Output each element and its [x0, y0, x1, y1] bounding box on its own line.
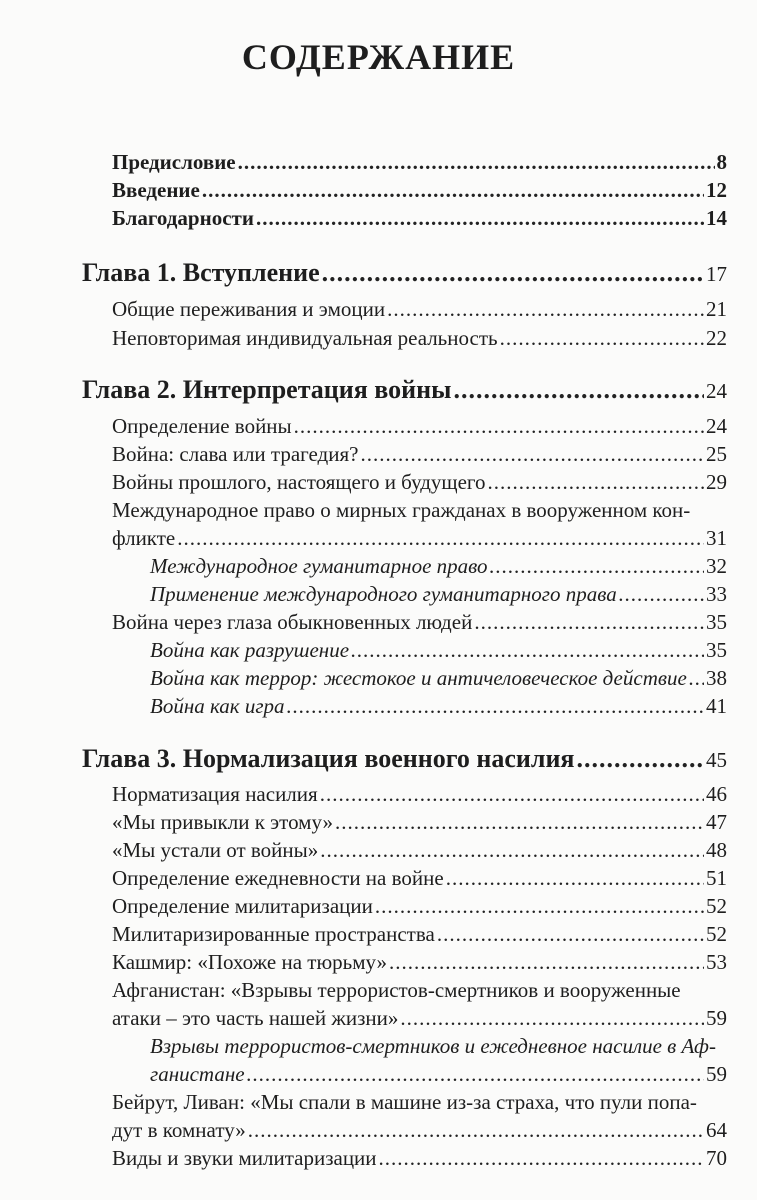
toc-entry[interactable]: [112, 866, 727, 891]
leader-dots: [500, 326, 704, 351]
leader-dots: [689, 666, 704, 691]
toc-entry-title: «Мы устали от войны»: [112, 838, 319, 862]
toc-entry-title: Виды и звуки милитаризации: [112, 1146, 377, 1170]
leader-dots: [360, 442, 704, 467]
toc-entry[interactable]: [112, 326, 727, 351]
toc-entry-page: 32: [706, 554, 727, 578]
toc-entry-page: 38: [706, 666, 727, 690]
toc-entry-title: Определение ежедневности на войне: [112, 866, 444, 890]
toc-entry-title: фликте: [112, 526, 176, 550]
toc-entry-page: 17: [706, 262, 727, 286]
toc-chapter-title: Глава 2. Интерпретация войны: [82, 375, 452, 404]
toc-entry-title: Войны прошлого, настоящего и будущего: [112, 470, 486, 494]
toc-entry-page: 45: [706, 748, 727, 772]
toc-entry-page: 52: [706, 922, 727, 946]
toc-chapter-title: Глава 1. Вступление: [82, 258, 320, 287]
toc-entry-title: атаки – это часть нашей жизни»: [112, 1006, 399, 1030]
toc-entry-page: 14: [706, 206, 727, 230]
toc-entry-title: Война через глаза обыкновенных людей: [112, 610, 473, 634]
leader-dots: [320, 838, 704, 863]
toc-entry-page: 53: [706, 950, 727, 974]
leader-dots: [238, 150, 715, 175]
leader-dots: [322, 258, 704, 288]
toc-entry-page: 29: [706, 470, 727, 494]
leader-dots: [202, 178, 704, 203]
toc-entry[interactable]: [112, 838, 727, 863]
toc-entry-title: Введение: [112, 178, 200, 202]
toc-entry-title: дут в комнату»: [112, 1118, 246, 1142]
toc-entry-page: 22: [706, 326, 727, 350]
toc-entry-page: 70: [706, 1146, 727, 1170]
toc-entry[interactable]: [112, 782, 727, 807]
leader-dots: [294, 414, 704, 439]
toc-entry-page: 24: [706, 379, 727, 403]
leader-dots: [375, 894, 704, 919]
toc-entry[interactable]: [112, 1006, 727, 1031]
toc-entry[interactable]: [112, 810, 727, 835]
toc-chapter[interactable]: [82, 258, 727, 288]
leader-dots: [351, 638, 704, 663]
toc-entry-page: 47: [706, 810, 727, 834]
toc-entry-page: 35: [706, 610, 727, 634]
toc-subentry[interactable]: [150, 554, 727, 579]
toc-chapter[interactable]: [82, 375, 727, 405]
leader-dots: [248, 1118, 704, 1143]
toc-entry-page: 12: [706, 178, 727, 202]
toc-entry-first-line[interactable]: Международное право о мирных гражданах в вооруженном кон-: [112, 498, 691, 522]
toc-entry[interactable]: [112, 178, 727, 203]
leader-dots: [320, 782, 704, 807]
toc-entry-page: 48: [706, 838, 727, 862]
toc-entry-page: 51: [706, 866, 727, 890]
toc-entry-title: Общие переживания и эмоции: [112, 297, 386, 321]
toc-entry[interactable]: [112, 206, 727, 231]
leader-dots: [577, 744, 705, 774]
leader-dots: [437, 922, 704, 947]
toc-entry-title: Кашмир: «Похоже на тюрьму»: [112, 950, 388, 974]
leader-dots: [400, 1006, 704, 1031]
leader-dots: [256, 206, 704, 231]
toc-subentry[interactable]: [150, 638, 727, 663]
toc-entry[interactable]: [112, 894, 727, 919]
toc-entry-title: Война как террор: жестокое и античеловеческое действие: [150, 666, 687, 690]
toc-entry-page: 64: [706, 1118, 727, 1142]
toc-subentry[interactable]: [150, 1062, 727, 1087]
leader-dots: [287, 694, 704, 719]
toc-entry-first-line[interactable]: Афганистан: «Взрывы террористов-смертников и вооруженные: [112, 978, 681, 1002]
toc-entry-title: Применение международного гуманитарного права: [150, 582, 617, 606]
toc-subentry[interactable]: [150, 666, 727, 691]
toc-entry-first-line[interactable]: Бейрут, Ливан: «Мы спали в машине из-за страха, что пули попа-: [112, 1090, 697, 1114]
toc-entry-page: 52: [706, 894, 727, 918]
toc-entry-title: ганистане: [150, 1062, 245, 1086]
toc-entry-page: 59: [706, 1006, 727, 1030]
toc-entry-title: Благодарности: [112, 206, 254, 230]
leader-dots: [453, 375, 704, 405]
toc-entry-title: Война: слава или трагедия?: [112, 442, 359, 466]
toc-entry-page: 25: [706, 442, 727, 466]
toc-entry[interactable]: [112, 297, 727, 322]
toc-entry-title: Определение милитаризации: [112, 894, 373, 918]
page-title: СОДЕРЖАНИЕ: [241, 37, 516, 77]
toc-subentry[interactable]: [150, 582, 727, 607]
toc-entry-title: Международное гуманитарное право: [150, 554, 488, 578]
toc-entry-title: Предисловие: [112, 150, 236, 174]
toc-entry-title: Неповторимая индивидуальная реальность: [112, 326, 498, 350]
toc-entry-title: Война как разрушение: [150, 638, 350, 662]
toc-subentry-first-line[interactable]: Взрывы террористов-смертников и ежедневное насилие в Аф-: [150, 1034, 716, 1058]
toc-entry-page: 41: [706, 694, 727, 718]
toc-entry[interactable]: [112, 1146, 727, 1171]
toc-entry-page: 31: [706, 526, 727, 550]
leader-dots: [247, 1062, 704, 1087]
toc-entry[interactable]: [112, 442, 727, 467]
leader-dots: [446, 866, 704, 891]
toc-entry-page: 21: [706, 297, 727, 321]
toc-entry[interactable]: [112, 470, 727, 495]
toc-entry-title: Война как игра: [150, 694, 285, 718]
toc-entry[interactable]: [112, 150, 727, 175]
toc-chapter[interactable]: [82, 744, 727, 774]
toc-entry[interactable]: [112, 610, 727, 635]
toc-entry[interactable]: [112, 414, 727, 439]
leader-dots: [335, 810, 704, 835]
toc-entry-title: «Мы привыкли к этому»: [112, 810, 333, 834]
leader-dots: [389, 950, 704, 975]
toc-entry-title: Норматизация насилия: [112, 782, 318, 806]
leader-dots: [488, 470, 704, 495]
toc-entry[interactable]: [112, 922, 727, 947]
leader-dots: [490, 554, 704, 579]
leader-dots: [177, 526, 704, 551]
toc-entry[interactable]: [112, 1118, 727, 1143]
toc-entry-page: 24: [706, 414, 727, 438]
toc-entry[interactable]: [112, 950, 727, 975]
leader-dots: [379, 1146, 704, 1171]
toc-entry-page: 59: [706, 1062, 727, 1086]
toc-chapter-title: Глава 3. Нормализация военного насилия: [82, 744, 575, 773]
leader-dots: [387, 297, 704, 322]
toc-subentry[interactable]: [150, 694, 727, 719]
toc-entry-page: 46: [706, 782, 727, 806]
toc-entry-page: 35: [706, 638, 727, 662]
toc-entry-page: 33: [706, 582, 727, 606]
toc-entry[interactable]: [112, 526, 727, 551]
leader-dots: [474, 610, 704, 635]
toc-entry-page: 8: [716, 150, 727, 174]
leader-dots: [619, 582, 704, 607]
toc-entry-title: Определение войны: [112, 414, 292, 438]
toc-entry-title: Милитаризированные пространства: [112, 922, 435, 946]
